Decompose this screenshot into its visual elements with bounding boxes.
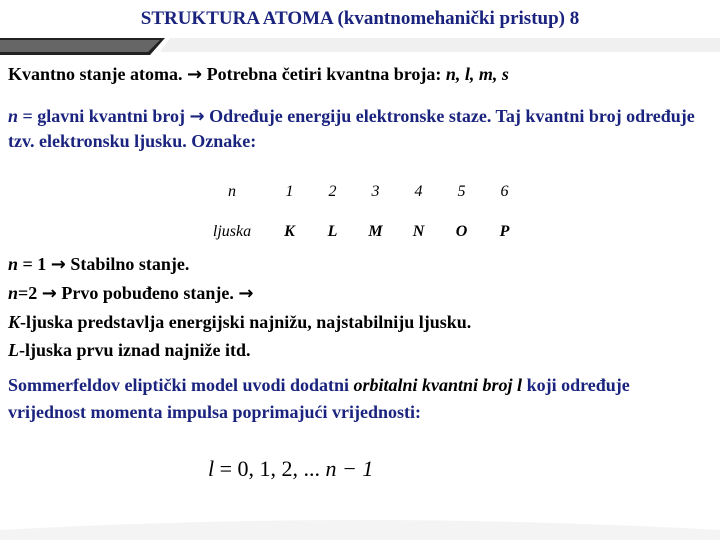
orbital-quantum-term: orbitalni kvantni broj l: [353, 375, 523, 395]
principal-quantum-paragraph: [8, 104, 708, 154]
principal-description: Određuje energiju elektronske staze. Taj kvantni broj određuje tzv. elektronsku ljusku. Oznake:: [8, 106, 695, 151]
list-item: n = 1 → Stabilno stanje.: [8, 254, 190, 275]
arrow-right-icon: →: [238, 283, 254, 304]
table-cell: M: [368, 223, 383, 240]
principal-label: = glavni kvantni broj: [18, 106, 190, 126]
table-cell: K: [284, 223, 295, 240]
table-cell: 1: [285, 183, 294, 200]
table-cell: 6: [500, 183, 509, 200]
orbital-formula: l = 0, 1, 2, ... n − 1: [208, 456, 374, 481]
list-item: L-ljuska prvu iznad najniže itd.: [8, 340, 251, 360]
table-row: [196, 212, 526, 252]
shell-states-paragraph: [8, 250, 708, 364]
list-item: n=2 → Prvo pobuđeno stanje. →: [8, 283, 254, 304]
table-row: [196, 172, 526, 212]
quantum-state-text: Kvantno stanje atoma.: [8, 64, 183, 84]
shell-table: [196, 172, 526, 252]
footer-swoosh-decoration: [0, 500, 720, 540]
arrow-right-icon: →: [50, 254, 66, 275]
arrow-right-icon: →: [41, 283, 57, 304]
list-item: K-ljuska predstavlja energijski najnižu, najstabilniju ljusku.: [8, 312, 472, 332]
table-cell: N: [412, 223, 425, 240]
sommerfeld-paragraph: Sommerfeldov eliptički model uvodi dodatni orbitalni kvantni broj l koji određuje vrijednost momenta impulsa poprimajući vrijednosti:: [8, 375, 630, 422]
table-cell: L: [327, 223, 338, 240]
page-title: STRUKTURA ATOMA (kvantnomehanički pristup) 8: [140, 8, 580, 29]
quantum-state-line: [8, 64, 509, 85]
arrow-right-icon: →: [187, 64, 203, 85]
table-cell: P: [499, 223, 510, 240]
row-label-shell: ljuska: [212, 223, 252, 240]
quantum-numbers-list: n, l, m, s: [445, 64, 509, 84]
table-cell: 4: [414, 183, 423, 200]
arrow-right-icon: →: [189, 106, 205, 127]
table-cell: 3: [371, 183, 380, 200]
table-cell: O: [455, 223, 468, 240]
table-cell: 2: [328, 183, 337, 200]
quantum-numbers-text: Potrebna četiri kvantna broja:: [206, 64, 442, 84]
principal-var: n: [8, 106, 19, 126]
row-label-n: n: [228, 183, 236, 200]
table-cell: 5: [457, 183, 466, 200]
